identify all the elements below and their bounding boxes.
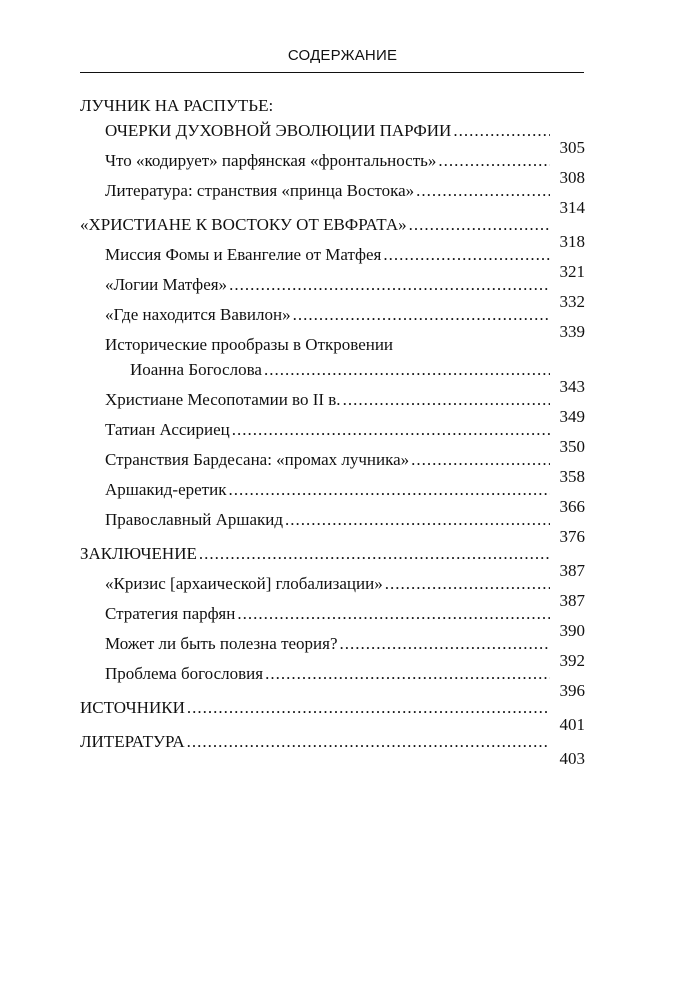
table-of-contents bbox=[80, 94, 585, 768]
toc-leader-dots bbox=[411, 448, 550, 471]
toc-page-number: 318 bbox=[559, 232, 585, 251]
toc-leader-dots bbox=[187, 696, 550, 719]
toc-leader-dots bbox=[264, 358, 550, 381]
toc-leader-dots bbox=[385, 572, 550, 595]
toc-page-number: 387 bbox=[559, 561, 585, 580]
toc-entry bbox=[80, 730, 585, 768]
toc-entry bbox=[105, 478, 585, 516]
running-header: СОДЕРЖАНИЕ bbox=[287, 47, 398, 64]
toc-page-number: 339 bbox=[559, 322, 585, 341]
toc-page-number: 387 bbox=[559, 591, 585, 610]
toc-leader-dots bbox=[187, 730, 550, 753]
toc-page-number: 305 bbox=[559, 138, 585, 157]
toc-entry-title: Иоанна Богослова bbox=[130, 360, 262, 379]
toc-entry bbox=[105, 508, 585, 546]
header-rule bbox=[80, 72, 584, 73]
toc-page-number: 349 bbox=[559, 407, 585, 426]
toc-entry-title: Литература: странствия «принца Востока» bbox=[105, 181, 415, 200]
toc-leader-dots bbox=[416, 179, 550, 202]
toc-page-number: 308 bbox=[559, 168, 585, 187]
toc-page-number: 403 bbox=[559, 749, 585, 768]
toc-entry bbox=[105, 119, 585, 157]
toc-leader-dots bbox=[340, 632, 550, 655]
toc-entry-title: «Где находится Вавилон» bbox=[105, 305, 291, 324]
toc-entry-title: Странствия Бардесана: «промах лучника» bbox=[105, 450, 410, 469]
toc-entry-title: ЗАКЛЮЧЕНИЕ bbox=[80, 544, 197, 563]
toc-entry-title: ЛУЧНИК НА РАСПУТЬЕ: bbox=[80, 96, 274, 115]
toc-page-number: 314 bbox=[559, 198, 585, 217]
toc-entry-title: Что «кодирует» парфянская «фронтальность» bbox=[105, 151, 437, 170]
toc-entry-title: Проблема богословия bbox=[105, 664, 264, 683]
toc-page-number: 390 bbox=[559, 621, 585, 640]
toc-page-number: 366 bbox=[559, 497, 585, 516]
toc-entry bbox=[130, 358, 585, 396]
toc-entry bbox=[80, 94, 552, 117]
toc-page-number: 321 bbox=[559, 262, 585, 281]
toc-entry-title: ЛИТЕРАТУРА bbox=[80, 732, 185, 751]
toc-page-number: 350 bbox=[559, 437, 585, 456]
toc-entry bbox=[105, 149, 585, 187]
toc-leader-dots bbox=[229, 273, 550, 296]
toc-leader-dots bbox=[285, 508, 550, 531]
toc-entry bbox=[105, 632, 585, 670]
toc-entry-title: ИСТОЧНИКИ bbox=[80, 698, 185, 717]
toc-entry bbox=[105, 303, 585, 341]
toc-leader-dots bbox=[453, 119, 550, 142]
toc-entry bbox=[80, 542, 585, 580]
toc-leader-dots bbox=[438, 149, 550, 172]
toc-entry bbox=[105, 179, 585, 217]
toc-entry-title: Стратегия парфян bbox=[105, 604, 236, 623]
toc-leader-dots bbox=[343, 388, 550, 411]
toc-entry bbox=[105, 448, 585, 486]
toc-leader-dots bbox=[293, 303, 550, 326]
toc-page-number: 396 bbox=[559, 681, 585, 700]
toc-leader-dots bbox=[383, 243, 550, 266]
toc-entry-title: Христиане Месопотамии во II в. bbox=[105, 390, 341, 409]
toc-entry bbox=[105, 273, 585, 311]
toc-leader-dots bbox=[228, 478, 550, 501]
toc-entry bbox=[105, 243, 585, 281]
toc-entry bbox=[105, 572, 585, 610]
toc-entry bbox=[80, 696, 585, 734]
toc-entry-title: Аршакид-еретик bbox=[105, 480, 227, 499]
toc-entry-title: Исторические прообразы в Откровении bbox=[105, 335, 394, 354]
toc-entry-title: «Логии Матфея» bbox=[105, 275, 228, 294]
toc-page-number: 401 bbox=[559, 715, 585, 734]
toc-entry bbox=[105, 388, 585, 426]
toc-entry-title: «ХРИСТИАНЕ К ВОСТОКУ ОТ ЕВФРАТА» bbox=[80, 215, 407, 234]
toc-page-number: 376 bbox=[559, 527, 585, 546]
toc-entry bbox=[105, 602, 585, 640]
toc-entry-title: Может ли быть полезна теория? bbox=[105, 634, 338, 653]
toc-entry bbox=[105, 333, 552, 356]
toc-entry-title: «Кризис [архаической] глобализации» bbox=[105, 574, 383, 593]
toc-leader-dots bbox=[409, 213, 550, 236]
toc-entry-title: Татиан Ассириец bbox=[105, 420, 230, 439]
toc-entry-title: ОЧЕРКИ ДУХОВНОЙ ЭВОЛЮЦИИ ПАРФИИ bbox=[105, 121, 452, 140]
toc-leader-dots bbox=[199, 542, 550, 565]
toc-leader-dots bbox=[237, 602, 550, 625]
toc-entry bbox=[105, 418, 585, 456]
toc-page-number: 343 bbox=[559, 377, 585, 396]
toc-entry bbox=[105, 662, 585, 700]
toc-page-number: 332 bbox=[559, 292, 585, 311]
toc-entry-title: Православный Аршакид bbox=[105, 510, 284, 529]
toc-page-number: 358 bbox=[559, 467, 585, 486]
toc-leader-dots bbox=[265, 662, 550, 685]
toc-leader-dots bbox=[232, 418, 550, 441]
toc-entry bbox=[80, 213, 585, 251]
toc-page-number: 392 bbox=[559, 651, 585, 670]
toc-entry-title: Миссия Фомы и Евангелие от Матфея bbox=[105, 245, 382, 264]
